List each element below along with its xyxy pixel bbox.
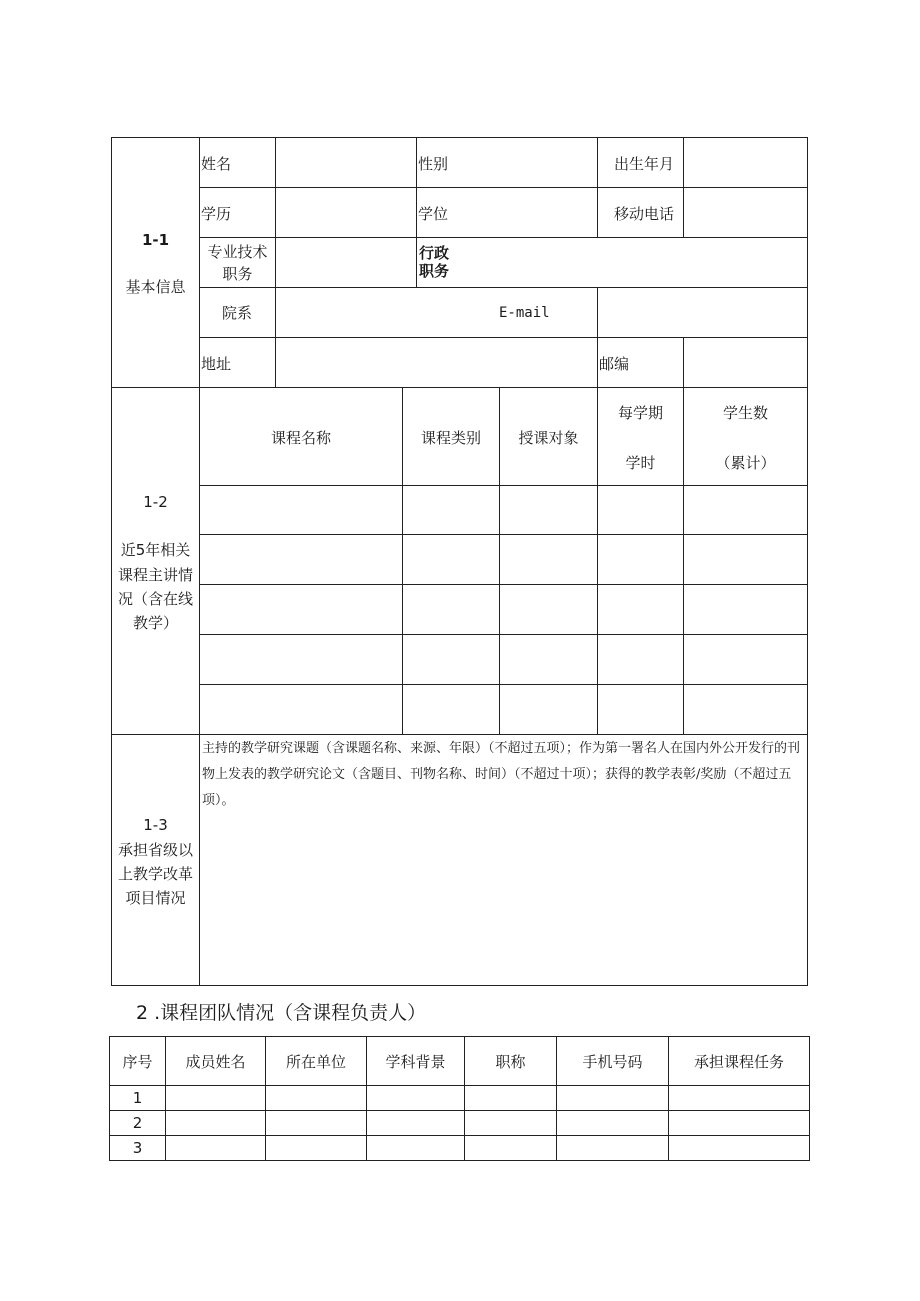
- name-label: 姓名: [201, 155, 232, 173]
- section-title-courses-line2: 课程主讲情: [117, 566, 193, 584]
- column-header-students-line2: （累计）: [715, 454, 776, 472]
- professional-title-field[interactable]: [276, 238, 416, 287]
- mobile-field[interactable]: [684, 188, 807, 237]
- education-field[interactable]: [276, 188, 416, 237]
- team-row-index: 1: [132, 1089, 143, 1107]
- education-label: 学历: [201, 205, 232, 223]
- course-row[interactable]: [200, 486, 807, 534]
- team-row[interactable]: [166, 1086, 809, 1110]
- name-field[interactable]: [276, 138, 416, 187]
- column-header-students-line1: 学生数: [722, 404, 768, 422]
- team-row-index: 2: [132, 1114, 143, 1132]
- email-field[interactable]: [598, 288, 807, 337]
- address-field[interactable]: [276, 338, 597, 387]
- section-title-projects-line1: 承担省级以: [117, 841, 193, 859]
- email-label: E-mail: [499, 305, 550, 321]
- department-label: 院系: [222, 304, 253, 322]
- degree-label: 学位: [418, 205, 449, 223]
- gender-label: 性别: [418, 155, 449, 173]
- section-title-projects-line2: 上教学改革: [117, 865, 193, 883]
- course-row[interactable]: [200, 535, 807, 584]
- birth-field[interactable]: [684, 138, 807, 187]
- course-row[interactable]: [200, 635, 807, 684]
- column-header-course-type: 课程类别: [420, 429, 481, 447]
- postcode-field[interactable]: [684, 338, 807, 387]
- column-header-course-name: 课程名称: [270, 429, 331, 447]
- section-id-1-2: 1-2: [143, 493, 168, 511]
- team-section-heading: 2 .课程团队情况（含课程负责人）: [136, 1002, 427, 1024]
- team-row[interactable]: [166, 1136, 809, 1160]
- postcode-label: 邮编: [599, 355, 630, 373]
- section-title-courses-line3: 况（含在线: [117, 590, 193, 608]
- team-row-index: 3: [132, 1139, 143, 1157]
- mobile-label: 移动电话: [614, 205, 675, 223]
- team-header-index: 序号: [122, 1053, 153, 1071]
- admin-title-field[interactable]: [460, 238, 807, 287]
- column-header-hours-line1: 每学期: [617, 404, 663, 422]
- degree-field[interactable]: [417, 188, 597, 237]
- section-id-1-1: 1-1: [141, 231, 170, 249]
- section-id-1-3: 1-3: [143, 816, 168, 834]
- team-header-discipline: 学科背景: [385, 1053, 446, 1071]
- projects-description[interactable]: 主持的教学研究课题（含课题名称、来源、年限）（不超过五项）；作为第一署名人在国内外公开发行的刊物上发表的教学研究论文（含题目、刊物名称、时间）（不超过十项）；获得的教学表彰/奖励（不超过五项）。: [202, 741, 801, 808]
- course-row[interactable]: [200, 585, 807, 634]
- address-label: 地址: [201, 355, 232, 373]
- column-header-target: 授课对象: [518, 429, 579, 447]
- admin-title-label-line1: 行政: [419, 244, 450, 262]
- gender-field[interactable]: [417, 138, 597, 187]
- team-row[interactable]: [166, 1111, 809, 1135]
- team-header-phone: 手机号码: [582, 1053, 643, 1071]
- course-row[interactable]: [200, 685, 807, 734]
- admin-title-label-line2: 职务: [419, 262, 450, 280]
- team-header-title: 职称: [495, 1053, 526, 1071]
- section-title-projects-line3: 项目情况: [125, 889, 186, 907]
- section-title-courses-line1: 近5年相关: [120, 541, 191, 559]
- department-field[interactable]: [276, 288, 486, 337]
- section-title-courses-line4: 教学）: [132, 614, 178, 632]
- team-header-task: 承担课程任务: [693, 1053, 784, 1071]
- professional-title-label-line1: 专业技术: [207, 243, 268, 261]
- professional-title-label-line2: 职务: [222, 265, 253, 283]
- team-header-unit: 所在单位: [285, 1053, 346, 1071]
- section-title-basic-info: 基本信息: [125, 278, 186, 296]
- column-header-hours-line2: 学时: [625, 454, 656, 472]
- birth-label: 出生年月: [614, 155, 675, 173]
- team-header-member-name: 成员姓名: [185, 1053, 246, 1071]
